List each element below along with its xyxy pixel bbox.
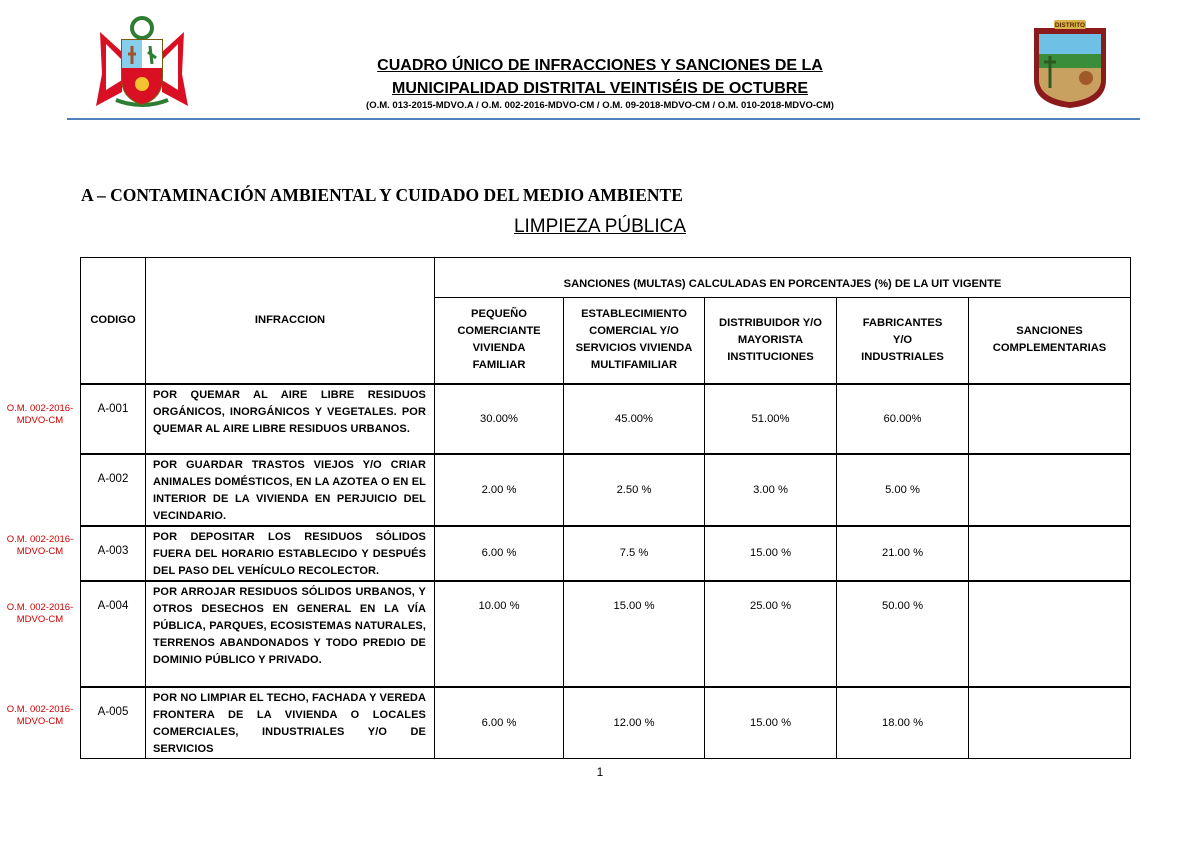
ordinance-note: O.M. 002-2016-MDVO-CM (6, 534, 74, 557)
row-value-pequeno: 6.00 % (435, 526, 564, 581)
header-sanciones: SANCIONES (MULTAS) CALCULADAS EN PORCENTAJES (%) DE LA UIT VIGENTE (435, 258, 1131, 298)
row-value-complementarias (969, 581, 1131, 687)
row-value-establecimiento: 15.00 % (564, 581, 705, 687)
page-number: 1 (596, 765, 604, 779)
table-row (81, 687, 1131, 759)
row-infraction: POR NO LIMPIAR EL TECHO, FACHADA Y VEREDA FRONTERA DE LA VIVIENDA O LOCALES COMERCIALES, INDUSTRIALES Y/O DE SERVICIOS (146, 687, 435, 759)
header-infraccion: INFRACCION (146, 258, 435, 384)
ordinances-subtitle: (O.M. 013-2015-MDVO.A / O.M. 002-2016-MDVO-CM / O.M. 09-2018-MDVO-CM / O.M. 010-2018-MDVO-CM) (366, 100, 834, 111)
row-value-fabricantes: 60.00% (837, 384, 969, 454)
row-infraction: POR GUARDAR TRASTOS VIEJOS Y/O CRIAR ANIMALES DOMÉSTICOS, EN LA AZOTEA O EN EL INTERIOR DE LA VIVIENDA EN PERJUICIO DEL VECINDARIO. (146, 454, 435, 526)
row-infraction: POR DEPOSITAR LOS RESIDUOS SÓLIDOS FUERA DEL HORARIO ESTABLECIDO Y DESPUÉS DEL PASO DEL VEHÍCULO RECOLECTOR. (146, 526, 435, 581)
row-value-fabricantes: 50.00 % (837, 581, 969, 687)
table-row (81, 454, 1131, 526)
section-title: A – CONTAMINACIÓN AMBIENTAL Y CUIDADO DEL MEDIO AMBIENTE (81, 185, 683, 205)
row-code: A-005 (81, 687, 146, 759)
row-value-complementarias (969, 384, 1131, 454)
row-infraction: POR ARROJAR RESIDUOS SÓLIDOS URBANOS, Y OTROS DESECHOS EN GENERAL EN LA VÍA PÚBLICA, PARQUES, ECOSISTEMAS NATURALES, TERRENOS ABANDONADOS Y TODO PREDIO DE DOMINIO PÚBLICO Y PRIVADO. (146, 581, 435, 687)
row-value-establecimiento: 45.00% (564, 384, 705, 454)
row-value-distribuidor: 15.00 % (705, 526, 837, 581)
page-title-line2: MUNICIPALIDAD DISTRITAL VEINTISÉIS DE OCTUBRE (391, 80, 808, 97)
header-sanciones-complementarias: SANCIONES COMPLEMENTARIAS (969, 298, 1131, 384)
row-code: A-003 (81, 526, 146, 581)
header-distribuidor: DISTRIBUIDOR Y/O MAYORISTA INSTITUCIONES (705, 298, 837, 384)
table-row (81, 581, 1131, 687)
row-code: A-002 (81, 454, 146, 526)
ordinance-note: O.M. 002-2016-MDVO-CM (6, 602, 74, 625)
table-row (81, 526, 1131, 581)
row-value-pequeno: 30.00% (435, 384, 564, 454)
table-row (81, 384, 1131, 454)
page-title-line1: CUADRO ÚNICO DE INFRACCIONES Y SANCIONES DE LA (377, 57, 823, 74)
row-value-pequeno: 10.00 % (435, 581, 564, 687)
row-value-complementarias (969, 687, 1131, 759)
row-value-fabricantes: 5.00 % (837, 454, 969, 526)
header-fabricantes: FABRICANTES Y/O INDUSTRIALES (837, 298, 969, 384)
ordinance-note: O.M. 002-2016-MDVO-CM (6, 403, 74, 426)
row-value-distribuidor: 51.00% (705, 384, 837, 454)
section-subtitle: LIMPIEZA PÚBLICA (513, 216, 687, 237)
row-code: A-004 (81, 581, 146, 687)
ordinance-note: O.M. 002-2016-MDVO-CM (6, 704, 74, 727)
row-value-establecimiento: 2.50 % (564, 454, 705, 526)
row-value-complementarias (969, 454, 1131, 526)
row-value-distribuidor: 3.00 % (705, 454, 837, 526)
infractions-table (80, 257, 1131, 759)
row-value-distribuidor: 15.00 % (705, 687, 837, 759)
header-codigo: CODIGO (81, 258, 146, 384)
row-value-establecimiento: 7.5 % (564, 526, 705, 581)
row-value-pequeno: 2.00 % (435, 454, 564, 526)
row-code: A-001 (81, 384, 146, 454)
row-value-fabricantes: 18.00 % (837, 687, 969, 759)
row-value-fabricantes: 21.00 % (837, 526, 969, 581)
header-establecimiento-comercial: ESTABLECIMIENTO COMERCIAL Y/O SERVICIOS VIVIENDA MULTIFAMILIAR (564, 298, 705, 384)
header-pequeno-comerciante: PEQUEÑO COMERCIANTE VIVIENDA FAMILIAR (435, 298, 564, 384)
row-value-pequeno: 6.00 % (435, 687, 564, 759)
header-divider (67, 118, 1140, 120)
emblem-banner-text: DISTRITO (1054, 22, 1086, 29)
row-value-distribuidor: 25.00 % (705, 581, 837, 687)
row-infraction: POR QUEMAR AL AIRE LIBRE RESIDUOS ORGÁNICOS, INORGÁNICOS Y VEGETALES. POR QUEMAR AL AIRE LIBRE RESIDUOS URBANOS. (146, 384, 435, 454)
row-value-establecimiento: 12.00 % (564, 687, 705, 759)
row-value-complementarias (969, 526, 1131, 581)
